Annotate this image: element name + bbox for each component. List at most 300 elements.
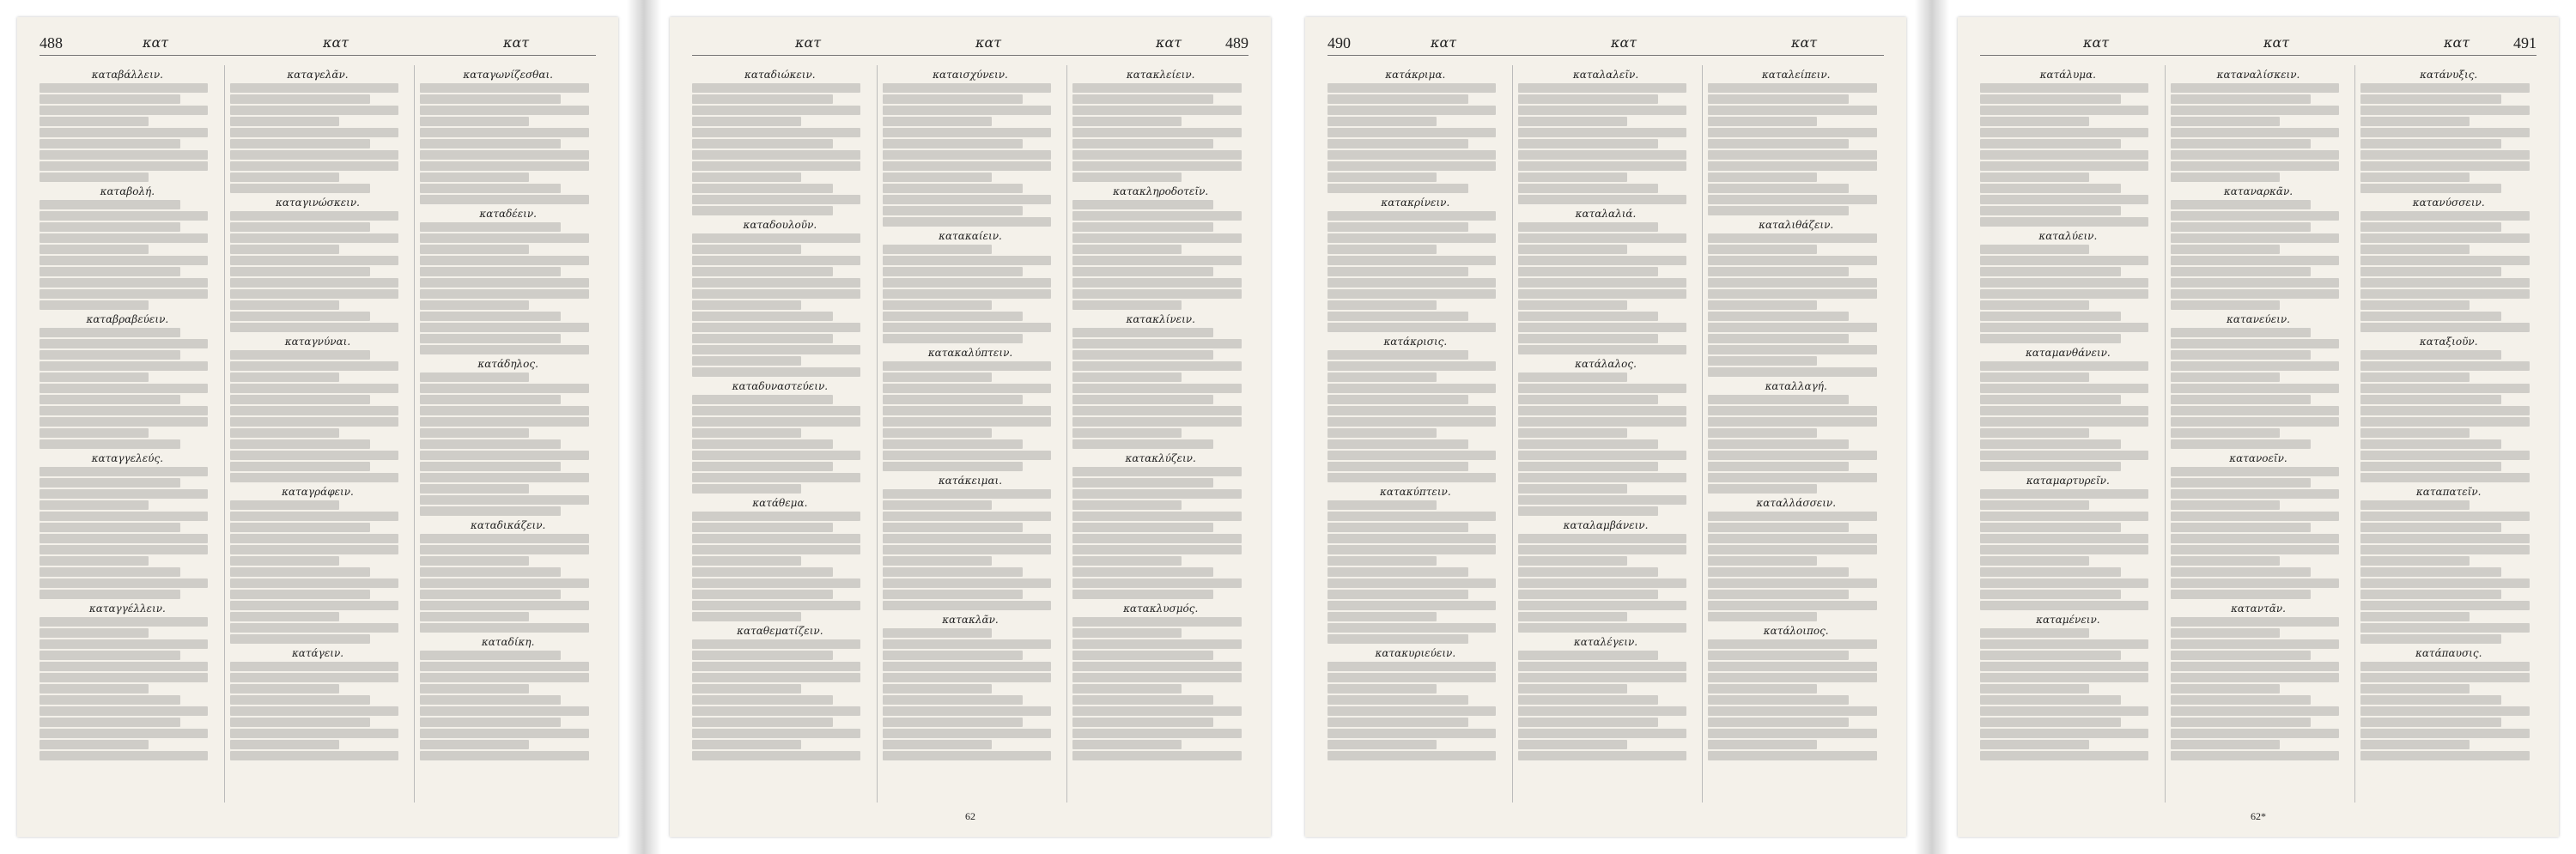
text-line <box>692 312 833 321</box>
text-line <box>1072 673 1241 682</box>
text-line <box>692 512 860 521</box>
text-line <box>2171 417 2339 427</box>
text-line <box>39 395 180 404</box>
text-line <box>420 83 588 93</box>
text-line <box>1518 567 1659 577</box>
text-line <box>39 523 180 532</box>
text-line <box>39 651 180 660</box>
lemma-heading: κατάνυξις. <box>2420 69 2478 81</box>
text-line <box>1518 601 1686 610</box>
text-line <box>2360 673 2529 682</box>
column-3 <box>414 65 596 803</box>
lemma-heading: καταγγελεύς. <box>91 452 164 464</box>
text-line <box>692 428 801 438</box>
text-line <box>420 439 561 449</box>
text-line <box>1980 534 2148 543</box>
text-line <box>883 439 1024 449</box>
text-line <box>2171 139 2312 148</box>
text-line <box>883 323 1051 332</box>
text-line <box>230 211 398 221</box>
text-line <box>230 473 398 482</box>
text-line <box>1708 278 1876 288</box>
text-line <box>1072 361 1241 371</box>
text-line <box>692 673 860 682</box>
text-line <box>2171 500 2280 510</box>
text-line <box>39 300 149 310</box>
lemma-heading: κατάκριμα. <box>1385 69 1446 81</box>
text-line <box>230 462 371 471</box>
text-line <box>883 106 1051 115</box>
text-line <box>230 695 371 705</box>
text-line <box>1980 489 2148 499</box>
text-line <box>2171 428 2280 438</box>
text-line <box>1072 751 1241 760</box>
text-line <box>1327 323 1496 332</box>
text-line <box>39 350 180 360</box>
text-line <box>230 751 398 760</box>
text-line <box>1072 328 1213 337</box>
text-line <box>39 339 208 348</box>
text-line <box>692 590 833 599</box>
running-head: κατ <box>1156 34 1182 51</box>
text-line <box>2171 439 2312 449</box>
text-line <box>1327 601 1496 610</box>
text-line <box>1518 94 1659 104</box>
text-line <box>1327 729 1496 738</box>
text-line <box>692 289 860 299</box>
text-line <box>420 128 588 137</box>
text-line <box>1072 706 1241 716</box>
text-line <box>1708 695 1849 705</box>
text-line <box>2360 695 2501 705</box>
text-line <box>39 556 149 566</box>
text-line <box>420 245 529 254</box>
text-line <box>420 372 529 382</box>
text-line <box>2171 361 2339 371</box>
text-line <box>1518 451 1686 460</box>
text-line <box>692 706 860 716</box>
text-line <box>1708 334 1849 343</box>
text-line <box>692 534 860 543</box>
text-line <box>1518 495 1686 505</box>
text-line <box>883 128 1051 137</box>
text-line <box>1980 578 2148 588</box>
running-head: κατ <box>1791 34 1818 51</box>
text-line <box>2360 395 2501 404</box>
text-line <box>230 161 398 171</box>
text-line <box>2171 117 2280 126</box>
text-line <box>2360 350 2501 360</box>
text-line <box>1708 673 1876 682</box>
text-line <box>1980 94 2121 104</box>
text-line <box>883 651 1024 660</box>
column-3 <box>2354 65 2537 803</box>
text-line <box>1327 718 1468 727</box>
text-line <box>230 428 339 438</box>
text-line <box>2360 384 2529 393</box>
text-line <box>1072 523 1213 532</box>
lemma-heading: καταμανθάνειν. <box>2025 347 2111 359</box>
text-line <box>2171 278 2339 288</box>
text-line <box>1327 161 1496 171</box>
text-line <box>420 740 529 749</box>
text-line <box>2171 639 2339 649</box>
text-line <box>1980 184 2121 193</box>
text-line <box>1980 428 2089 438</box>
text-line <box>883 267 1024 276</box>
text-line <box>1708 590 1849 599</box>
text-line <box>1980 512 2148 521</box>
text-line <box>39 128 208 137</box>
text-line <box>1980 334 2121 343</box>
running-head: κατ <box>143 34 169 51</box>
text-line <box>692 439 833 449</box>
text-line <box>1708 729 1876 738</box>
columns <box>1980 65 2537 803</box>
text-line <box>883 673 1051 682</box>
text-line <box>1518 545 1686 554</box>
column-2 <box>1512 65 1694 803</box>
text-line <box>39 372 149 382</box>
text-line <box>230 662 398 671</box>
text-line <box>1327 740 1437 749</box>
text-line <box>2171 651 2312 660</box>
text-line <box>1327 278 1496 288</box>
text-line <box>39 478 180 488</box>
text-line <box>1708 684 1817 693</box>
text-line <box>2360 634 2501 644</box>
text-line <box>420 395 561 404</box>
text-line <box>692 451 860 460</box>
text-line <box>1072 489 1241 499</box>
text-line <box>1072 740 1182 749</box>
text-line <box>1708 150 1876 160</box>
text-line <box>1327 567 1468 577</box>
text-line <box>883 300 992 310</box>
text-line <box>692 651 833 660</box>
text-line <box>1708 106 1876 115</box>
text-line <box>230 417 398 427</box>
text-line <box>883 578 1051 588</box>
text-line <box>39 673 208 682</box>
text-line <box>420 233 588 243</box>
lemma-heading: κατακαλύπτειν. <box>927 347 1013 359</box>
text-line <box>39 150 208 160</box>
text-line <box>692 184 833 193</box>
text-line <box>39 628 149 638</box>
text-line <box>420 729 588 738</box>
text-line <box>1327 117 1437 126</box>
text-line <box>2360 729 2529 738</box>
text-line <box>420 334 561 343</box>
text-line <box>39 94 180 104</box>
lemma-heading: καταλείπειν. <box>1761 69 1831 81</box>
text-line <box>39 211 208 221</box>
column-3 <box>1066 65 1249 803</box>
text-line <box>1980 601 2148 610</box>
page-488 <box>17 17 618 837</box>
text-line <box>1072 200 1213 209</box>
text-line <box>883 184 1024 193</box>
text-line <box>883 361 1051 371</box>
text-line <box>39 617 208 627</box>
text-line <box>883 545 1051 554</box>
text-line <box>1327 300 1437 310</box>
text-line <box>1327 139 1468 148</box>
text-line <box>883 217 1051 227</box>
text-line <box>1327 590 1468 599</box>
running-head: κατ <box>1431 34 1457 51</box>
page-header <box>1327 33 1884 56</box>
text-line <box>883 601 1051 610</box>
text-line <box>230 106 398 115</box>
text-line <box>883 161 1051 171</box>
text-line <box>1072 478 1213 488</box>
text-line <box>2171 83 2339 93</box>
text-line <box>420 139 561 148</box>
text-line <box>1518 256 1686 265</box>
text-line <box>883 289 1051 299</box>
text-line <box>420 428 529 438</box>
text-line <box>1708 345 1876 354</box>
text-line <box>692 523 833 532</box>
text-line <box>692 601 860 610</box>
text-line <box>1327 512 1496 521</box>
text-line <box>39 139 180 148</box>
text-line <box>1518 384 1686 393</box>
text-line <box>39 384 208 393</box>
text-line <box>1518 439 1659 449</box>
text-line <box>1708 161 1876 171</box>
text-line <box>39 328 180 337</box>
text-line <box>2360 150 2529 160</box>
text-line <box>420 161 588 171</box>
text-line <box>883 206 1024 215</box>
text-line <box>420 150 588 160</box>
text-line <box>2171 478 2312 488</box>
text-line <box>2171 489 2339 499</box>
text-line <box>1980 567 2121 577</box>
text-line <box>1980 139 2121 148</box>
lemma-heading: κατακλίνειν. <box>1126 313 1195 325</box>
text-line <box>1327 128 1496 137</box>
text-line <box>39 467 208 476</box>
text-line <box>1072 245 1182 254</box>
text-line <box>1708 567 1849 577</box>
column-2 <box>224 65 406 803</box>
lemma-heading: καταδυναστεύειν. <box>732 380 829 392</box>
lemma-heading: κατανοεῖν. <box>2229 452 2287 464</box>
text-line <box>1980 451 2148 460</box>
text-line <box>420 184 561 193</box>
text-line <box>883 523 1024 532</box>
text-line <box>1327 222 1468 232</box>
text-line <box>1072 651 1213 660</box>
text-line <box>883 278 1051 288</box>
text-line <box>1518 300 1627 310</box>
text-line <box>230 312 371 321</box>
text-line <box>883 195 1051 204</box>
text-line <box>1708 556 1817 566</box>
text-line <box>1072 267 1213 276</box>
text-line <box>883 500 992 510</box>
text-line <box>1980 545 2148 554</box>
text-line <box>692 473 860 482</box>
text-line <box>1072 428 1182 438</box>
text-line <box>883 567 1024 577</box>
text-line <box>2171 256 2339 265</box>
text-line <box>1327 439 1468 449</box>
text-line <box>230 623 398 633</box>
text-line <box>39 173 149 182</box>
text-line <box>420 662 588 671</box>
text-line <box>1980 500 2089 510</box>
text-line <box>2360 312 2501 321</box>
text-line <box>1072 406 1241 415</box>
text-line <box>1518 267 1659 276</box>
text-line <box>2360 751 2529 760</box>
text-line <box>883 94 1024 104</box>
text-line <box>39 245 149 254</box>
lemma-heading: καταλλάσσειν. <box>1756 497 1837 509</box>
text-line <box>883 312 1024 321</box>
text-line <box>1518 473 1686 482</box>
text-line <box>39 489 208 499</box>
text-line <box>1980 706 2148 716</box>
text-line <box>2360 545 2529 554</box>
lemma-heading: κατακλυσμός. <box>1123 603 1199 615</box>
text-line <box>1327 706 1496 716</box>
text-line <box>2171 339 2339 348</box>
text-line <box>230 361 398 371</box>
text-line <box>1072 350 1213 360</box>
text-line <box>2360 278 2529 288</box>
text-line <box>1980 278 2148 288</box>
text-line <box>692 173 801 182</box>
lemma-heading: κατάπαυσις. <box>2415 647 2482 659</box>
text-line <box>420 534 588 543</box>
text-line <box>2171 222 2312 232</box>
text-line <box>692 367 860 377</box>
text-line <box>1327 500 1437 510</box>
lemma-heading: καταναρκᾶν. <box>2223 185 2293 197</box>
text-line <box>2360 417 2529 427</box>
text-line <box>1518 372 1627 382</box>
text-line <box>883 740 992 749</box>
text-line <box>2171 173 2280 182</box>
page-489 <box>670 17 1271 837</box>
text-line <box>2171 751 2339 760</box>
text-line <box>1518 651 1659 660</box>
lemma-heading: καταλύειν. <box>2038 230 2098 242</box>
text-line <box>1708 534 1876 543</box>
text-line <box>692 83 860 93</box>
text-line <box>1072 439 1213 449</box>
text-line <box>420 506 561 516</box>
text-line <box>2171 578 2339 588</box>
text-line <box>39 361 208 371</box>
text-line <box>420 651 561 660</box>
text-line <box>230 439 371 449</box>
lemma-heading: καταδικάζειν. <box>470 519 546 531</box>
lemma-heading: καταδιώκειν. <box>744 69 816 81</box>
text-line <box>1072 278 1241 288</box>
text-line <box>2360 601 2529 610</box>
text-line <box>1072 718 1213 727</box>
lemma-heading: κατακυριεύειν. <box>1375 647 1456 659</box>
text-line <box>883 751 1051 760</box>
text-line <box>692 395 833 404</box>
text-line <box>1072 617 1241 627</box>
text-line <box>1327 428 1437 438</box>
text-line <box>883 590 1024 599</box>
text-line <box>420 695 561 705</box>
text-line <box>2360 361 2529 371</box>
text-line <box>2171 729 2339 738</box>
book-gutter <box>627 0 661 854</box>
text-line <box>2171 395 2312 404</box>
text-line <box>1327 256 1496 265</box>
text-line <box>230 590 371 599</box>
text-line <box>2360 612 2470 621</box>
text-line <box>230 184 371 193</box>
text-line <box>420 94 561 104</box>
text-line <box>1518 312 1659 321</box>
lemma-heading: καταναλίσκειν. <box>2216 69 2300 81</box>
text-line <box>692 417 860 427</box>
text-line <box>2360 106 2529 115</box>
text-line <box>420 451 588 460</box>
text-line <box>39 534 208 543</box>
text-line <box>1708 545 1876 554</box>
text-line <box>692 323 860 332</box>
text-line <box>1518 506 1659 516</box>
text-line <box>1708 356 1817 366</box>
text-line <box>2171 512 2339 521</box>
lemma-heading: κατάθεμα. <box>752 497 808 509</box>
page-number: 490 <box>1327 34 1351 51</box>
text-line <box>39 161 208 171</box>
text-line <box>1518 662 1686 671</box>
text-line <box>420 300 529 310</box>
text-line <box>39 578 208 588</box>
text-line <box>1327 245 1437 254</box>
text-line <box>1708 651 1849 660</box>
text-line <box>1072 729 1241 738</box>
text-line <box>2360 300 2470 310</box>
text-line <box>1708 601 1876 610</box>
text-line <box>692 117 801 126</box>
text-line <box>39 695 180 705</box>
column-1 <box>39 65 216 803</box>
text-line <box>1072 106 1241 115</box>
text-line <box>1980 684 2089 693</box>
lemma-heading: κατακληροδοτεῖν. <box>1113 185 1209 197</box>
text-line <box>692 300 801 310</box>
running-head: κατ <box>2083 34 2110 51</box>
text-line <box>2360 578 2529 588</box>
column-1 <box>1327 65 1504 803</box>
text-line <box>1072 556 1182 566</box>
text-line <box>1072 417 1241 427</box>
text-line <box>230 673 398 682</box>
lemma-heading: καταβολή. <box>100 185 155 197</box>
text-line <box>1327 556 1437 566</box>
text-line <box>1072 467 1241 476</box>
text-line <box>420 545 588 554</box>
text-line <box>692 150 860 160</box>
text-line <box>2360 662 2529 671</box>
